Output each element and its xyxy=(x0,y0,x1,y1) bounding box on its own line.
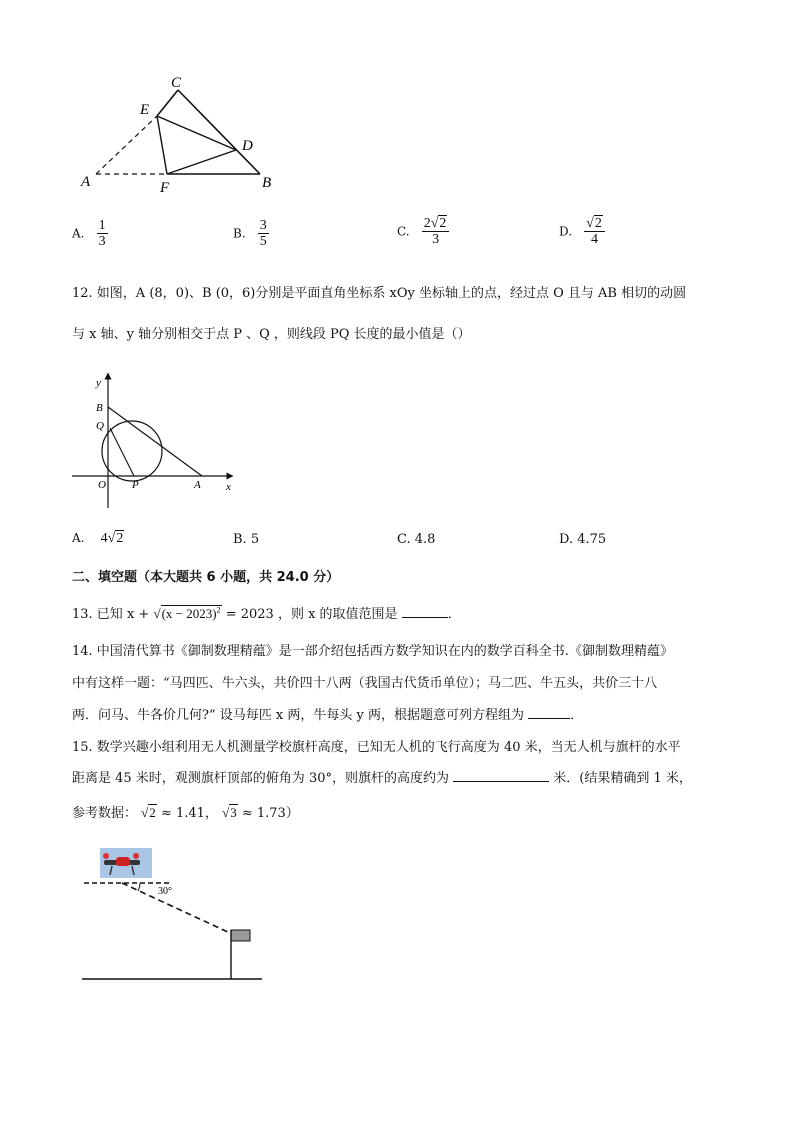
q11-option-c[interactable] xyxy=(397,216,449,248)
coefficient: 2 xyxy=(423,216,431,231)
label-y: y xyxy=(96,377,101,389)
sqrt-expression: 4√2 xyxy=(100,531,124,546)
label-B: B xyxy=(262,175,272,191)
coordinate-figure-q12 xyxy=(70,370,250,510)
sqrt-symbol: √2 xyxy=(430,216,447,231)
fraction xyxy=(97,218,108,250)
numerator: 3 xyxy=(259,218,267,233)
q13-period: ． xyxy=(447,607,461,622)
answer-blank-q13[interactable] xyxy=(402,605,448,618)
q15-line2-prefix: 距离是 45 米时，观测旗杆顶部的俯角为 30°，则旗杆的高度约为 xyxy=(72,771,449,786)
sqrt-2-value: ≈ 1.41， xyxy=(160,806,218,821)
q14-text-line1: 14. 中国清代算书《御制数理精蕴》是一部介绍包括西方数学知识在内的数学百科全书.《御制数理精蕴》 xyxy=(72,644,673,659)
radicand: 2 xyxy=(594,216,602,231)
q12-option-b[interactable]: B. 5 xyxy=(233,532,260,547)
q13-prefix: 13. 已知 x + xyxy=(72,607,150,622)
flag xyxy=(231,930,250,941)
sqrt-2: √2 xyxy=(141,805,156,820)
denominator: 4 xyxy=(591,232,598,248)
q14-line3-text: 两．问马、牛各价几何?” 设马每匹 x 两，牛每头 y 两，根据题意可列方程组为 xyxy=(72,708,524,723)
q14-text-line2: 中有这样一题：“马四匹、牛六头，共价四十八两（我国古代货币单位）；马二匹、牛五头，共价三十八 xyxy=(72,676,658,691)
fraction xyxy=(584,216,605,248)
label-A: A xyxy=(81,174,91,190)
option-letter: D. xyxy=(559,224,573,239)
sqrt-expression: $√(x - 2023)^2$ xyxy=(153,605,221,621)
triangle-figure-q11 xyxy=(70,70,290,200)
numerator xyxy=(584,216,605,232)
radicand: 2 xyxy=(149,805,156,820)
option-letter: C. xyxy=(397,224,410,239)
reference-label: 参考数据： xyxy=(72,806,138,821)
label-C: C xyxy=(171,75,182,91)
label-B: B xyxy=(96,402,103,414)
denominator: 5 xyxy=(259,234,267,250)
label-Q: Q xyxy=(96,420,104,432)
denominator: 3 xyxy=(98,234,106,250)
numerator xyxy=(422,216,450,232)
radicand: 3 xyxy=(230,805,237,820)
q15-reference-data xyxy=(72,802,299,821)
radicand-text: (x − 2023) xyxy=(161,606,217,621)
q12-option-d[interactable]: D. 4.75 xyxy=(559,532,607,547)
q13-suffix: = 2023 ，则 x 的取值范围是 xyxy=(225,607,398,622)
section-heading-fill-in: 二、填空题（本大题共 6 小题，共 24.0 分） xyxy=(72,570,340,585)
label-P: P xyxy=(132,479,139,491)
q15-text-line1: 15. 数学兴趣小组利用无人机测量学校旗杆高度，已知无人机的飞行高度为 40 米，当无人机与旗杆的水平 xyxy=(72,740,681,755)
coefficient: 4 xyxy=(100,531,108,546)
q15-text-line2 xyxy=(72,767,692,786)
angle-label: 30° xyxy=(158,886,172,897)
label-A: A xyxy=(194,479,201,491)
answer-blank-q15[interactable] xyxy=(453,769,549,782)
fraction xyxy=(422,216,450,248)
sqrt-3-value: ≈ 1.73） xyxy=(241,806,299,821)
segment-ED xyxy=(157,116,236,150)
q11-option-d[interactable] xyxy=(559,216,605,248)
label-O: O xyxy=(98,479,106,491)
drone-flagpole-figure-q15 xyxy=(78,845,268,985)
q12-text-line1: 12. 如图，A (8，0)、B (0，6)分别是平面直角坐标系 xOy 坐标轴上的点，经过点 O 且与 AB 相切的动圆 xyxy=(72,286,687,301)
fraction xyxy=(258,218,269,250)
segment-EF xyxy=(157,116,167,174)
option-letter: B. xyxy=(233,226,246,241)
segment-PQ xyxy=(110,428,134,476)
q12-text-line2: 与 x 轴、y 轴分别相交于点 P 、Q ，则线段 PQ 长度的最小值是（） xyxy=(72,327,471,342)
radicand: 2 xyxy=(116,531,124,546)
option-letter: A. xyxy=(72,226,85,241)
segment-CE xyxy=(157,90,178,116)
q12-option-c[interactable]: C. 4.8 xyxy=(397,532,436,547)
q15-line2-suffix: 米．(结果精确到 1 米， xyxy=(553,771,692,786)
segment-AB xyxy=(108,407,202,476)
answer-blank-q14[interactable] xyxy=(528,706,570,719)
exponent: 2 xyxy=(216,605,221,615)
label-F: F xyxy=(160,180,170,196)
segment-CB xyxy=(178,90,260,174)
sqrt-symbol: √2 xyxy=(586,216,602,231)
radicand: 2 xyxy=(439,216,447,231)
sqrt-3: √3 xyxy=(222,805,237,820)
segment-FD xyxy=(167,150,236,174)
drone-icon xyxy=(100,848,152,878)
radicand xyxy=(161,605,222,621)
label-D: D xyxy=(242,138,253,154)
q12-option-a[interactable] xyxy=(72,531,124,547)
q14-text-line3 xyxy=(72,704,583,723)
option-letter: A. xyxy=(72,531,85,545)
q14-period: ． xyxy=(570,708,584,723)
denominator: 3 xyxy=(432,232,440,248)
angle-arc xyxy=(138,883,140,891)
q13-text xyxy=(72,603,461,622)
label-x: x xyxy=(226,481,231,493)
segment-AE-dashed xyxy=(96,116,157,174)
label-E: E xyxy=(140,102,150,118)
q11-option-a[interactable] xyxy=(72,218,108,250)
numerator: 1 xyxy=(98,218,106,233)
q11-option-b[interactable] xyxy=(233,218,269,250)
